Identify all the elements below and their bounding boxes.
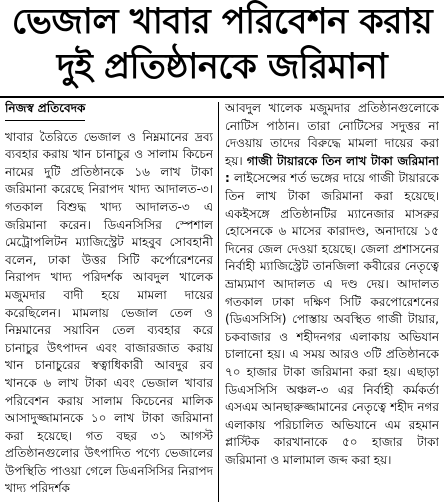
article-column-left bbox=[5, 100, 213, 504]
column-divider bbox=[218, 102, 219, 502]
headline-rule bbox=[0, 96, 444, 98]
article-text-right-part-2: লাইসেন্সের শর্ত ভঙ্গের দায়ে গাজী টায়ারকে তিন লাখ টাকা জরিমানা করা হয়েছে। একইসঙ্গে প্রতিষ্ঠানটির ম্যানেজার মাসরুর হোসেনকে ৬ মাসের কারাদণ্ড, অনাদায়ে ১৫ দিনের জেল দেওয়া হয়েছে। জেলা প্রশাসনের নির্বাহী ম্যাজিস্ট্রেট তানজিলা কবীরের নেতৃত্বে ভ্রাম্যমাণ আদালত এ দণ্ড দেয়। আদালত গতকাল ঢাকা দক্ষিণ সিটি করপোরেশনের (ডিএসসিসি) পোস্তায় অবস্থিত গাজী টায়ার, চকবাজার ও শহীদনগর এলাকায় অভিযান চালানো হয়। এ সময় আরও ৩টি প্রতিষ্ঠানকে ৭০ হাজার টাকা জরিমানা করা হয়। এছাড়া ডিএসসিসি অঞ্চল-৩ এর নির্বাহী কর্মকর্তা এসএম আনছারুজ্জামানের নেতৃত্বে শহীদ নগর এলাকায় পরিচালিত অভিযানে এম রহমান প্লাস্টিক কারখানাকে ৫০ হাজার টাকা জরিমানা ও মালামাল জব্দ করা হয়। bbox=[225, 171, 439, 467]
article-paragraph-left: খাবার তৈরিতে ভেজাল ও নিম্নমানের দ্রব্য ব্যবহার করায় খান চানাচুর ও সালাম কিচেন নামের দুটি প্রতিষ্ঠানকে ১৬ লাখ টাকা জরিমানা করেছে নিরাপদ খাদ্য আদালত-৩। গতকাল বিশুদ্ধ খাদ্য আদালত-৩ এ জরিমানা করেন। ডিএনসিসির স্পেশাল মেট্রোপলিটন ম্যাজিস্ট্রেট মাহবুব সোবহানী বলেন, ঢাকা উত্তর সিটি কর্পোরেশনের নিরাপদ খাদ্য পরিদর্শক আবদুল খালেক মজুমদার বাদী হয়ে মামলা দায়ের করেছিলেন। মামলায় ভেজাল তেল ও নিম্নমানের সয়াবিন তেল ব্যবহার করে চানাচুর উৎপাদন এবং বাজারজাত করায় খান চানাচুরের স্বত্বাধিকারী আবদুর রব খানকে ৬ লাখ টাকা এবং ভেজাল খাবার পরিবেশন করায় সালাম কিচেনের মালিক আসাদুজ্জামানকে ১০ লাখ টাকা জরিমানা করা হয়েছে। গত বছর ৩১ আগস্ট প্রতিষ্ঠানগুলোর উৎপাদিত পণ্যে ভেজালের উপস্থিতি পাওয়া গেলে ডিএনসিসির নিরাপদ খাদ্য পরিদর্শক bbox=[5, 129, 213, 496]
headline-line-2: দুই প্রতিষ্ঠানকে জরিমানা bbox=[56, 47, 388, 87]
headline-line-1: ভেজাল খাবার পরিবেশন করায় bbox=[11, 2, 433, 42]
byline: নিজস্ব প্রতিবেদক bbox=[5, 100, 85, 121]
article-paragraph-right bbox=[225, 100, 439, 469]
article-text-right-part-1: আবদুল খালেক মজুমদার প্রতিষ্ঠানগুলোকে নোটিস পাঠান। তারা নোটিসের সদুত্তর না দেওয়ায় তাদের বিরুদ্ধে মামলা দায়ের করা হয়। bbox=[225, 101, 439, 168]
headline bbox=[0, 0, 444, 96]
article-column-right bbox=[225, 100, 439, 504]
byline-wrap bbox=[5, 100, 213, 121]
subheading-gazi-tyre-fine: গাজী টায়ারকে তিন লাখ টাকা জরিমানা : bbox=[225, 153, 439, 186]
